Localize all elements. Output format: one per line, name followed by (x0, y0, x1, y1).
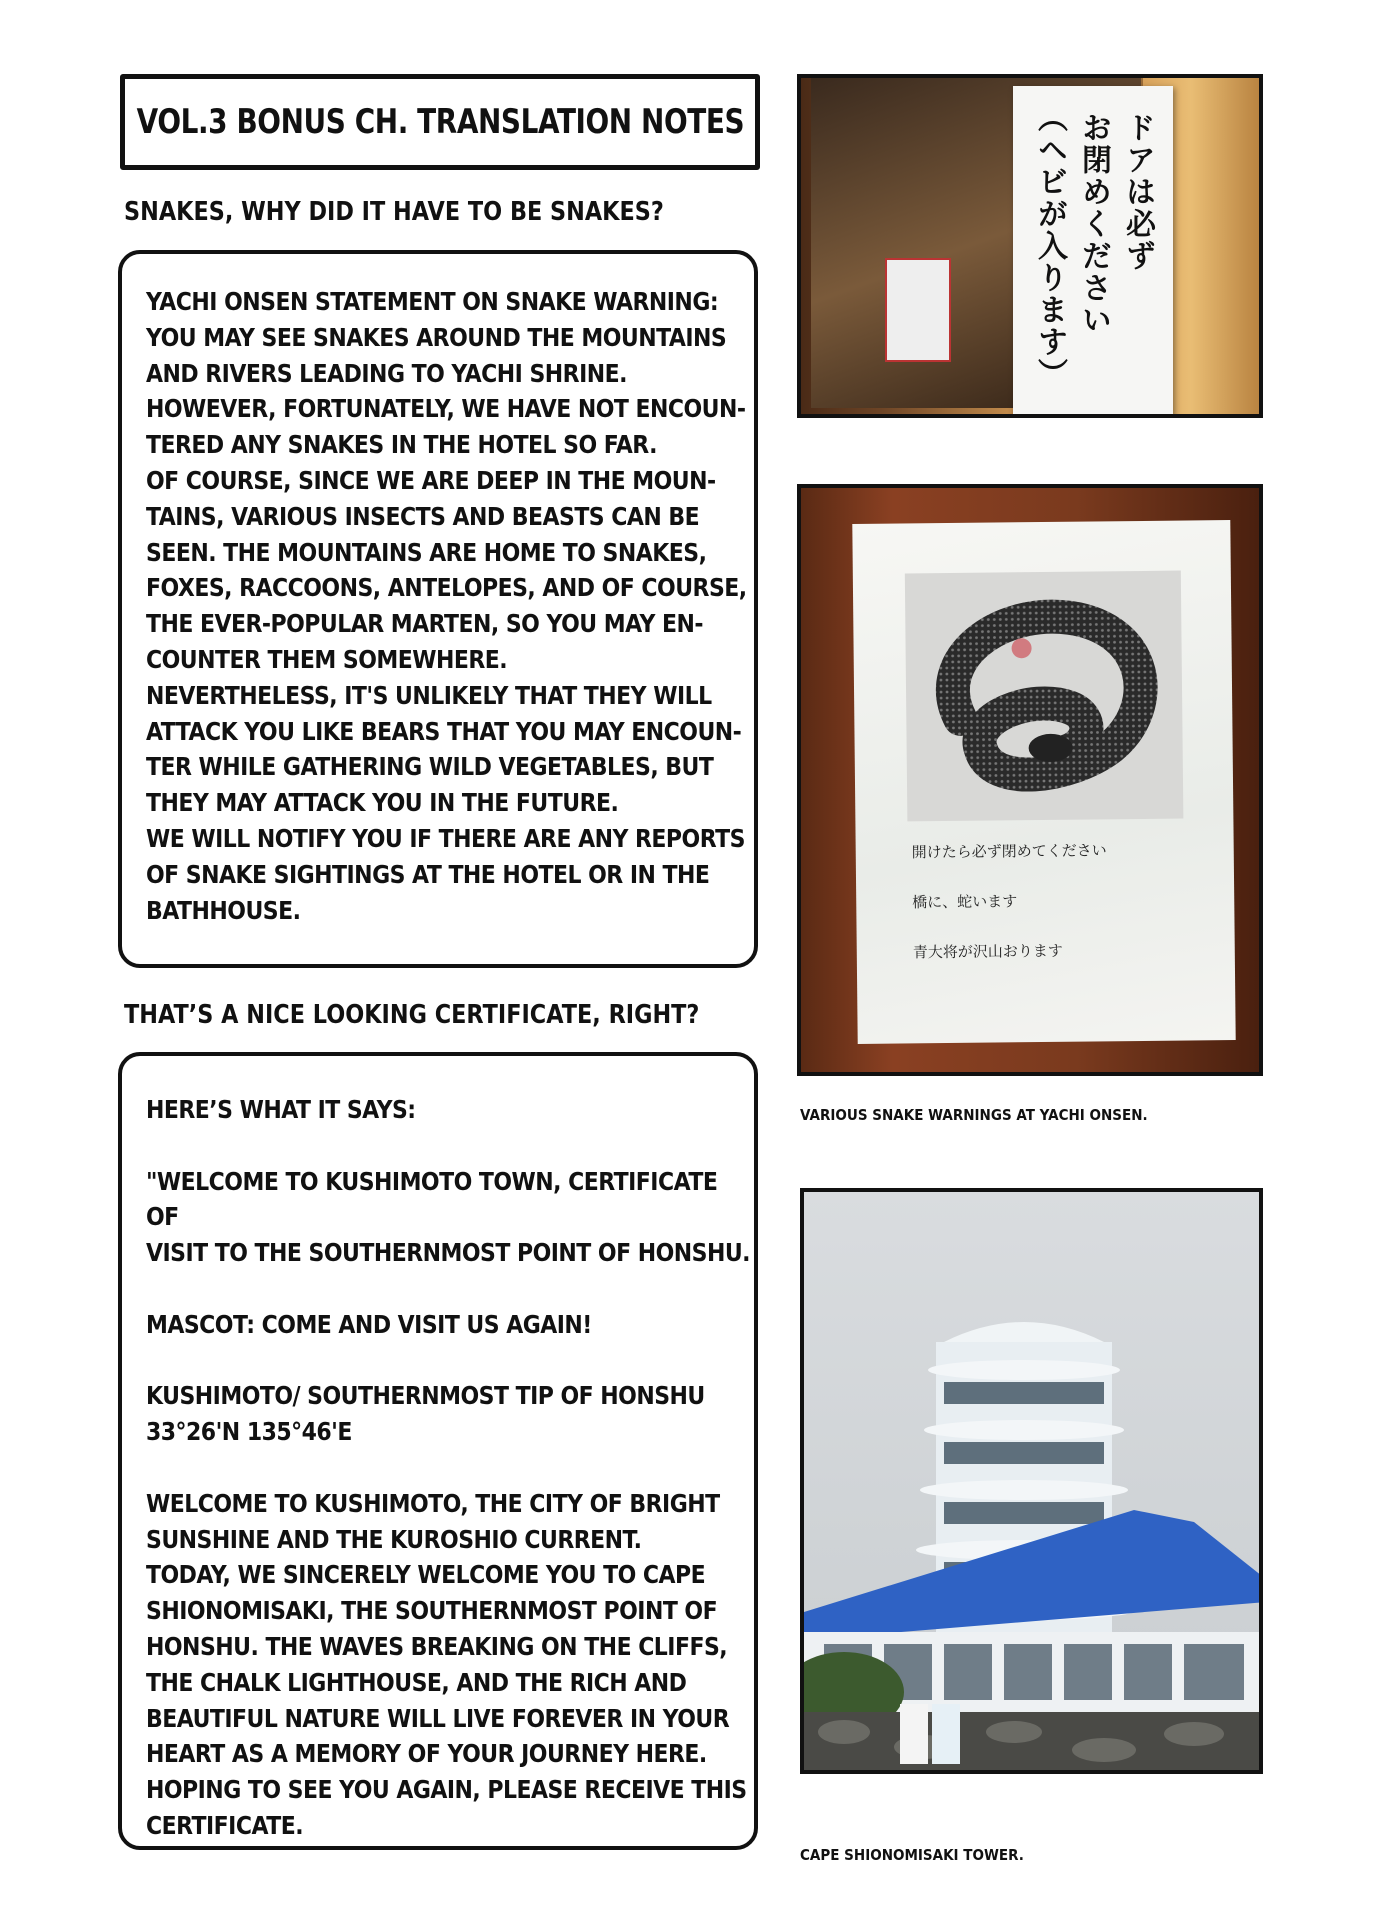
snake-statement-text: YACHI ONSEN STATEMENT ON SNAKE WARNING: YOU MAY SEE SNAKES AROUND THE MOUNTAINS AND RIVERS LEADING TO YACHI SHRINE. HOWEVER, FORTUNATELY, WE HAVE NOT ENCOUN- TERED ANY SNAKES IN THE HOTEL SO FAR. OF COURSE, SINCE WE ARE DEEP IN THE MOUN- TAINS, VARIOUS INSECTS AND BEASTS CAN BE SEEN. THE MOUNTAINS ARE HOME TO SNAKES, FOXES, RACCOONS, ANTELOPES, AND OF COURSE, THE EVER-POPULAR MARTEN, SO YOU MAY EN- COUNTER THEM SOMEWHERE. NEVERTHELESS, IT'S UNLIKELY THAT THEY WILL ATTACK YOU LIKE BEARS THAT YOU MAY ENCOUN- TER WHILE GATHERING WILD VEGETABLES, BUT THEY MAY ATTACK YOU IN THE FUTURE. WE WILL NOTIFY YOU IF THERE ARE ANY REPORTS OF SNAKE SIGHTINGS AT THE HOTEL OR IN THE BATHHOUSE. (146, 287, 747, 925)
door-sign-line-3: （ヘビが入ります） (1032, 102, 1067, 390)
text-bubble-snake-statement (118, 250, 758, 968)
text-bubble-certificate (118, 1052, 758, 1850)
certificate-text: HERE’S WHAT IT SAYS: "WELCOME TO KUSHIMOTO TOWN, CERTIFICATE OF VISIT TO THE SOUTHERNMOST POINT OF HONSHU. MASCOT: COME AND VISIT US AGAIN! KUSHIMOTO/ SOUTHERNMOST TIP OF HONSHU 33°26'N 135°46'E WELCOME TO KUSHIMOTO, THE CITY OF BRIGHT SUNSHINE AND THE KUROSHIO CURRENT. TODAY, WE SINCERELY WELCOME YOU TO CAPE SHIONOMISAKI, THE SOUTHERNMOST POINT OF HONSHU. THE WAVES BREAKING ON THE CLIFFS, THE CHALK LIGHTHOUSE, AND THE RICH AND BEAUTIFUL NATURE WILL LIVE FOREVER IN YOUR HEART AS A MEMORY OF YOUR JOURNEY HERE. HOPING TO SEE YOU AGAIN, PLEASE RECEIVE THIS CERTIFICATE. (146, 1095, 751, 1840)
snake-picture (905, 571, 1184, 822)
caption-tower: CAPE SHIONOMISAKI TOWER. (800, 1846, 1024, 1864)
wall-notice (885, 258, 951, 362)
door-sign-photo (797, 74, 1263, 418)
caption-snake-warnings: VARIOUS SNAKE WARNINGS AT YACHI ONSEN. (800, 1106, 1148, 1124)
title-box (120, 74, 760, 170)
door-sign-line-1: ドアは必ず (1120, 112, 1155, 272)
shionomisaki-tower-photo (800, 1188, 1263, 1774)
tower-illustration (804, 1192, 1263, 1774)
snake-poster-photo (797, 484, 1263, 1076)
poster-paper (852, 520, 1235, 1044)
poster-line-2: 橋に、蛇います (912, 892, 1018, 912)
section-heading-certificate: THAT’S A NICE LOOKING CERTIFICATE, RIGHT? (124, 1000, 700, 1030)
page-title: VOL.3 BONUS CH. TRANSLATION NOTES (136, 102, 744, 142)
door-sign-line-2: お閉めください (1076, 112, 1111, 336)
poster-line-1: 開けたら必ず閉めてください (911, 841, 1107, 862)
poster-line-3: 青大将が沢山おります (912, 941, 1063, 962)
section-heading-snakes: SNAKES, WHY DID IT HAVE TO BE SNAKES? (124, 197, 664, 227)
door-sign-paper (1013, 86, 1173, 416)
snake-illustration (919, 597, 1167, 800)
